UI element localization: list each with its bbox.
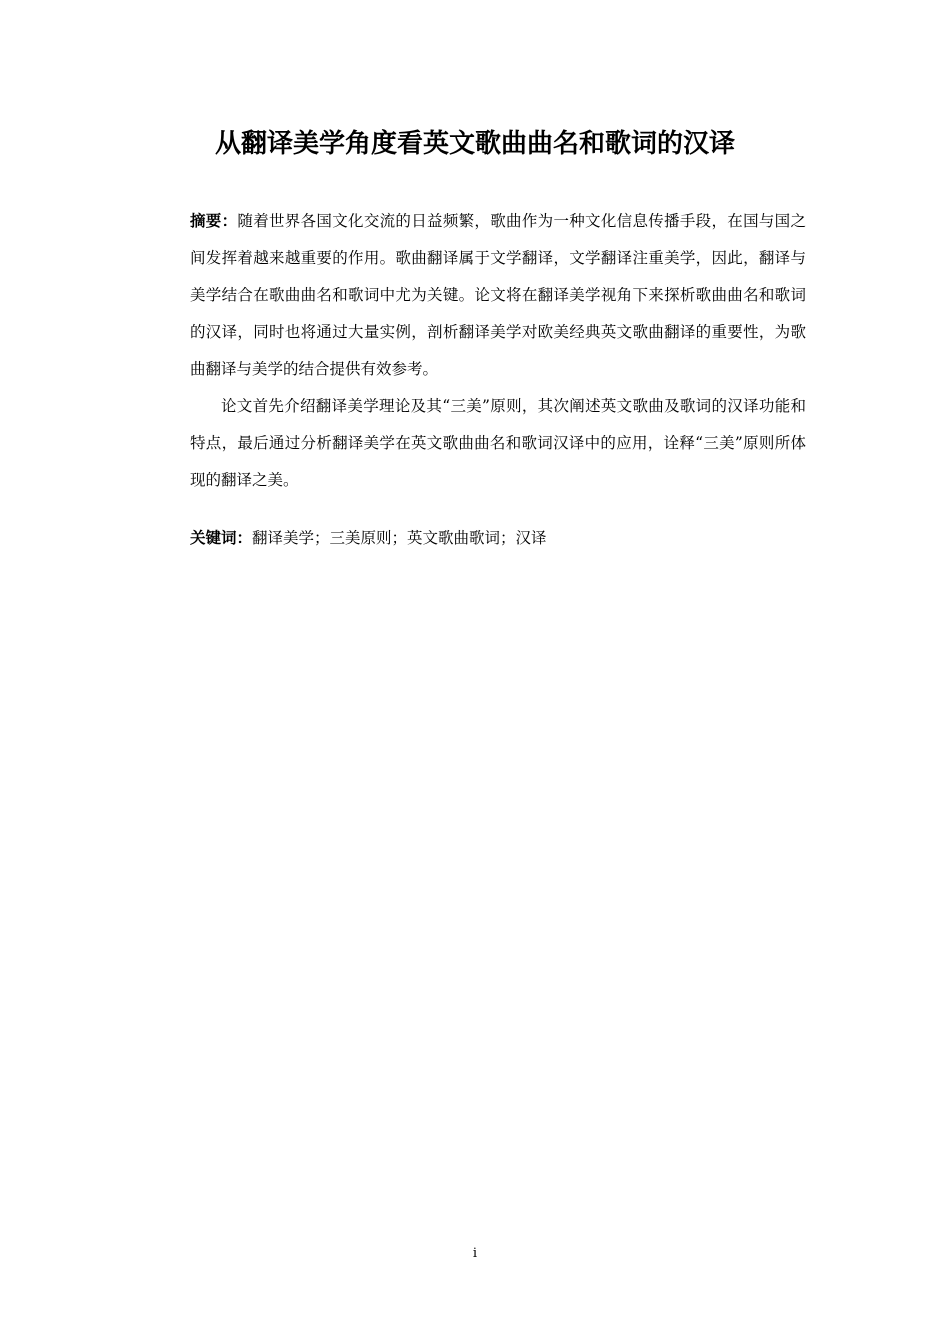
paper-title: 从翻译美学角度看英文歌曲曲名和歌词的汉译 xyxy=(214,129,735,159)
abstract-text-1: 随着世界各国文化交流的日益频繁，歌曲作为一种文化信息传播手段，在国与国之间发挥着越来越重要的作用。歌曲翻译属于文学翻译，文学翻译注重美学，因此，翻译与美学结合在歌曲曲名和歌词中尤为关键。论文将在翻译美学视角下来探析歌曲曲名和歌词的汉译，同时也将通过大量实例，剖析翻译美学对欧美经典英文歌曲翻译的重要性，为歌曲翻译与美学的结合提供有效参考。 xyxy=(190,212,806,378)
abstract-paragraph-2: 论文首先介绍翻译美学理论及其“三美”原则，其次阐述英文歌曲及歌词的汉译功能和特点，最后通过分析翻译美学在英文歌曲曲名和歌词汉译中的应用，诠释“三美”原则所体现的翻译之美。 xyxy=(190,397,806,489)
keywords-section xyxy=(190,520,806,557)
page-number: i xyxy=(472,1246,478,1261)
abstract-paragraph-1 xyxy=(190,203,806,388)
keywords-text: 翻译美学；三美原则；英文歌曲歌词；汉译 xyxy=(252,529,547,547)
keywords-label: 关键词： xyxy=(190,529,253,547)
abstract-label: 摘要： xyxy=(190,212,238,230)
keywords-line xyxy=(190,520,806,557)
abstract-section xyxy=(190,203,806,499)
